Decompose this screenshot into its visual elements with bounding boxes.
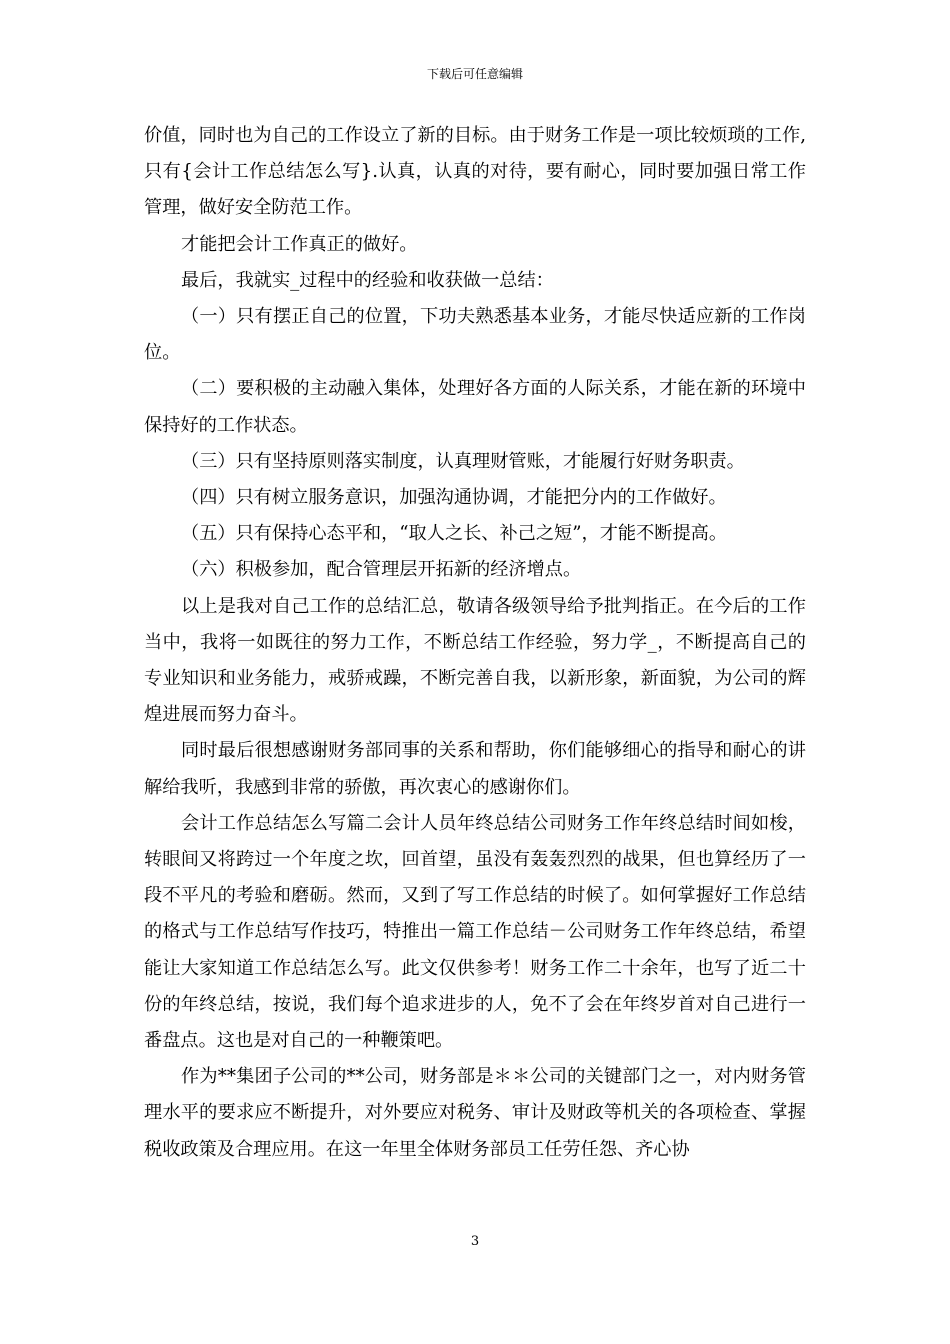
paragraph-continuation: 价值，同时也为自己的工作设立了新的目标。由于财务工作是一项比较烦琐的工作,只有{会计工作总结怎么写}.认真，认真的对待，要有耐心，同时要加强日常工作管理，做好安全防范工作。 <box>144 125 806 219</box>
list-item: （六）积极参加，配合管理层开拓新的经济增点。 <box>181 559 582 581</box>
paragraph: 以上是我对自己工作的总结汇总，敬请各级领导给予批判指正。在今后的工作当中，我将一如既往的努力工作，不断总结工作经验，努力学_，不断提高自己的专业知识和业务能力，戒骄戒躁，不断完善自我，以新形象，新面貌，为公司的辉煌进展而努力奋斗。 <box>144 595 806 726</box>
page-header: 下载后可任意编辑 <box>426 67 523 81</box>
list-item: （四）只有树立服务意识，加强沟通协调，才能把分内的工作做好。 <box>181 487 727 509</box>
paragraph: 同时最后很想感谢财务部同事的关系和帮助，你们能够细心的指导和耐心的讲解给我听，我感到非常的骄傲，再次衷心的感谢你们。 <box>144 740 806 798</box>
paragraph: 才能把会计工作真正的做好。 <box>181 233 418 255</box>
list-item: （三）只有坚持原则落实制度，认真理财管账，才能履行好财务职责。 <box>181 450 745 472</box>
list-item: （五）只有保持心态平和，“取人之长、补己之短”，才能不断提高。 <box>181 523 728 545</box>
paragraph: 作为**集团子公司的**公司，财务部是＊＊公司的关键部门之一，对内财务管理水平的要求应不断提升，对外要应对税务、审计及财政等机关的各项检查、掌握税收政策及合理应用。在这一年里全体财务部员工任劳任怨、齐心协 <box>144 1066 806 1160</box>
paragraph: 会计工作总结怎么写篇二会计人员年终总结公司财务工作年终总结时间如梭，转眼间又将跨过一个年度之坎，回首望，虽没有轰轰烈烈的战果，但也算经历了一段不平凡的考验和磨砺。然而，又到了写工作总结的时候了。如何掌握好工作总结的格式与工作总结写作技巧，特推出一篇工作总结－公司财务工作年终总结，希望能让大家知道工作总结怎么写。此文仅供参考！财务工作二十余年，也写了近二十份的年终总结，按说，我们每个追求进步的人，免不了会在年终岁首对自己进行一番盘点。这也是对自己的一种鞭策吧。 <box>144 812 806 1052</box>
list-item: （二）要积极的主动融入集体，处理好各方面的人际关系，才能在新的环境中保持好的工作状态。 <box>144 378 806 436</box>
page-number: 3 <box>470 1234 480 1249</box>
paragraph: 最后，我就实_过程中的经验和收获做一总结： <box>181 269 554 291</box>
list-item: （一）只有摆正自己的位置，下功夫熟悉基本业务，才能尽快适应新的工作岗位。 <box>144 306 806 364</box>
document-body <box>144 118 806 1168</box>
